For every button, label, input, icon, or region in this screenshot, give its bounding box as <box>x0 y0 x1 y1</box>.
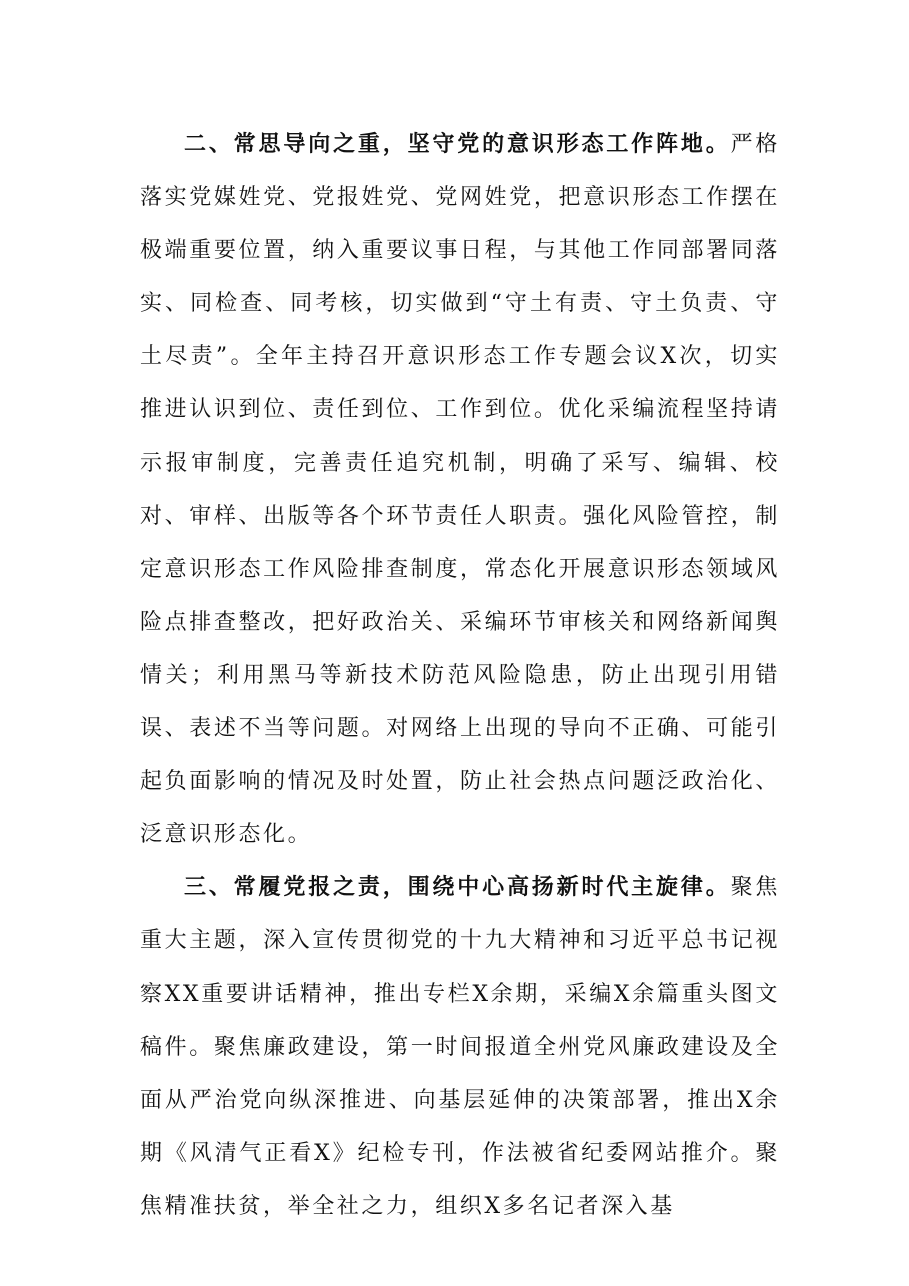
document-body <box>140 118 780 1233</box>
paragraph-heading: 三、常履党报之责，围绕中心高扬新时代主旋律。 <box>184 875 731 901</box>
paragraph-body: 严格落实党媒姓党、党报姓党、党网姓党，把意识形态工作摆在极端重要位置，纳入重要议事日程，与其他工作同部署同落实、同检查、同考核，切实做到“守土有责、守土负责、守土尽责”。全年主持召开意识形态工作专题会议X次，切实推进认识到位、责任到位、工作到位。优化采编流程坚持请示报审制度，完善责任追究机制，明确了采写、编辑、校对、审样、出版等各个环节责任人职责。强化风险管控，制定意识形态工作风险排查制度，常态化开展意识形态领域风险点排查整改，把好政治关、采编环节审核关和网络新闻舆情关；利用黑马等新技术防范风险隐患，防止出现引用错误、表述不当等问题。对网络上出现的导向不正确、可能引起负面影响的情况及时处置，防止社会热点问题泛政治化、泛意识形态化。 <box>140 132 781 848</box>
paragraph-heading: 二、常思导向之重，坚守党的意识形态工作阵地。 <box>184 132 731 157</box>
paragraph-3 <box>140 861 780 1233</box>
paragraph-body: 聚焦重大主题，深入宣传贯彻党的十九大精神和习近平总书记视察XX重要讲话精神，推出专栏X余期，采编X余篇重头图文稿件。聚焦廉政建设，第一时间报道全州党风廉政建设及全面从严治党向纵深推进、向基层延伸的决策部署，推出X余期《风清气正看X》纪检专刊，作法被省纪委网站推介。聚焦精准扶贫，举全社之力，组织X多名记者深入基 <box>140 875 781 1219</box>
paragraph-2 <box>140 118 780 861</box>
